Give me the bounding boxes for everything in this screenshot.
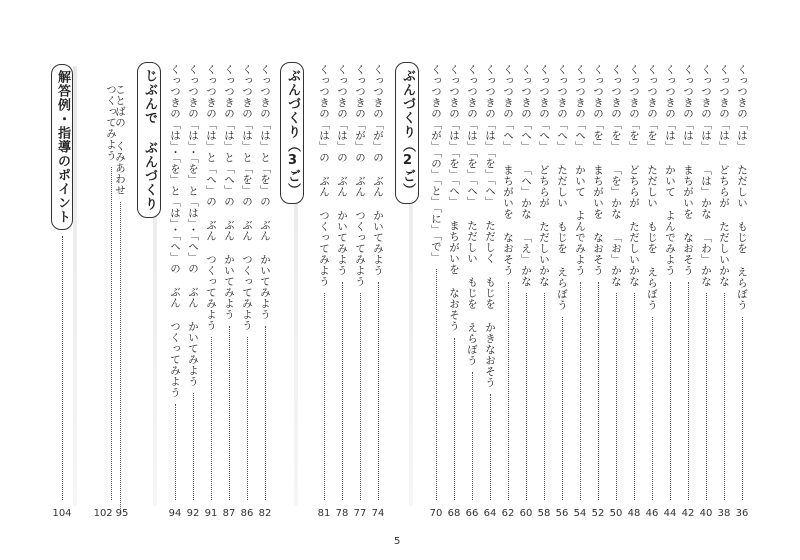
entry-title: くっつきの「は」 まちがいを なおそう: [682, 64, 694, 276]
entry-page-numbers: [682, 508, 695, 519]
page-number: 48: [627, 508, 641, 519]
toc-entry[interactable]: [697, 64, 715, 519]
section-heading-3go: [280, 62, 304, 204]
toc-entry-answers[interactable]: [52, 64, 72, 519]
entry-page-numbers: [466, 508, 479, 519]
toc-entry[interactable]: [661, 64, 679, 519]
dot-leader: [111, 167, 112, 500]
dot-leader: [724, 293, 725, 500]
entry-page-numbers: [574, 508, 587, 519]
toc-entry[interactable]: [93, 84, 129, 519]
toc-entry[interactable]: [553, 64, 571, 519]
page-number: 78: [335, 508, 349, 519]
toc-entry[interactable]: [166, 64, 184, 519]
page-number: 46: [645, 508, 659, 519]
entry-page-numbers: [502, 508, 515, 519]
toc-entry[interactable]: [333, 64, 351, 519]
entry-title: くっつきの「へ」 かいて よんでみよう: [574, 64, 586, 276]
section-heading-label: ぶんづくり（3ご）: [280, 62, 304, 204]
page-number: 38: [717, 508, 731, 519]
page-number: 66: [465, 508, 479, 519]
dot-leader: [211, 337, 212, 500]
toc-entry[interactable]: [256, 64, 274, 519]
section-heading-label: 解答例・指導のポイント: [51, 64, 73, 230]
page-number: 64: [483, 508, 497, 519]
dot-leader: [360, 293, 361, 500]
dot-leader: [229, 326, 230, 500]
page-number: 94: [168, 508, 182, 519]
toc-entry[interactable]: [220, 64, 238, 519]
entry-title: くっつきの「を」 どちらが ただしいかな: [628, 64, 640, 287]
toc-entry[interactable]: [463, 64, 481, 519]
toc-entry[interactable]: [535, 64, 553, 519]
page-number: 91: [204, 508, 218, 519]
entry-page-numbers: [336, 508, 349, 519]
entry-title: くっつきの「へ」 どちらが ただしいかな: [538, 64, 550, 287]
entry-title: くっつきの「へ」 ただしい もじを えらぼう: [556, 64, 568, 311]
toc-entry[interactable]: [679, 64, 697, 519]
entry-title: ことばの くみあわせ: [114, 84, 126, 196]
page-number: 87: [222, 508, 236, 519]
dot-leader: [508, 282, 509, 500]
entry-page-numbers: [94, 508, 129, 519]
entry-title: くっつきの「を」 ただしい もじを えらぼう: [646, 64, 658, 311]
entry-page-numbers: [372, 508, 385, 519]
page-number: 86: [240, 508, 254, 519]
entry-title: くっつきの「は」 どちらが ただしいかな: [718, 64, 730, 287]
dot-leader: [616, 293, 617, 500]
dot-leader: [490, 394, 491, 500]
entry-title: くっつきの「は」と「を」の ぶん つくってみよう: [241, 64, 253, 331]
toc-entry[interactable]: [625, 64, 643, 519]
dot-leader: [324, 293, 325, 500]
page-number-footer: 5: [394, 536, 401, 547]
section-heading-label: ぶんづくり（2ご）: [395, 62, 419, 204]
dot-leader: [342, 282, 343, 500]
entry-title: くっつきの「へ」 まちがいを なおそう: [502, 64, 514, 276]
entry-title: くっつきの「へ」 「へ」かな 「え」かな: [520, 64, 532, 287]
entry-page-numbers: [664, 508, 677, 519]
toc-entry[interactable]: [499, 64, 517, 519]
entry-page-numbers: [646, 508, 659, 519]
page-number: 92: [186, 508, 200, 519]
page-number: 70: [429, 508, 443, 519]
section-rule: [73, 66, 77, 506]
dot-leader: [742, 317, 743, 501]
page-number: 54: [573, 508, 587, 519]
entry-page-numbers: [259, 508, 272, 519]
entry-page-numbers: [354, 508, 367, 519]
entry-title: つくってみよう: [105, 84, 117, 161]
dot-leader: [62, 236, 63, 500]
section-heading-2go: [395, 62, 419, 204]
entry-title: くっつきの「は」 かいて よんでみよう: [664, 64, 676, 276]
page-number: 40: [699, 508, 713, 519]
entry-page-numbers: [520, 508, 533, 519]
page-number: 81: [317, 508, 331, 519]
entry-page-numbers: [205, 508, 218, 519]
page-number: 77: [353, 508, 367, 519]
entry-title: くっつきの「は」・「を」と「は」・「へ」の ぶん かいてみよう: [187, 64, 199, 387]
toc-entry[interactable]: [733, 64, 751, 519]
toc-entry[interactable]: [607, 64, 625, 519]
page-number: 60: [519, 508, 533, 519]
dot-leader: [472, 372, 473, 500]
entry-title: くっつきの「が」「の」「と」「に」「で」: [430, 64, 442, 263]
page-number: 74: [371, 508, 385, 519]
toc-entry[interactable]: [643, 64, 661, 519]
page-number: 52: [591, 508, 605, 519]
page-number: 50: [609, 508, 623, 519]
entry-title: くっつきの「は」「を」「へ」 ただしい もじを えらぼう: [466, 64, 478, 366]
page-number: 56: [555, 508, 569, 519]
entry-page-numbers: [628, 508, 641, 519]
dot-leader: [247, 337, 248, 500]
toc-entry[interactable]: [315, 64, 333, 519]
dot-leader: [670, 282, 671, 500]
entry-title: くっつきの「は」・「を」と「は」・「へ」の ぶん つくってみよう: [169, 64, 181, 398]
dot-leader: [378, 282, 379, 500]
toc-entry[interactable]: [427, 64, 445, 519]
entry-page-numbers: [169, 508, 182, 519]
entry-title: くっつきの「は」と「を」の ぶん かいてみよう: [259, 64, 271, 320]
dot-leader: [634, 293, 635, 500]
page-number: 44: [663, 508, 677, 519]
entry-title: くっつきの「を」 まちがいを なおそう: [592, 64, 604, 276]
entry-page-numbers: [484, 508, 497, 519]
entry-title: くっつきの「は」の ぶん かいてみよう: [336, 64, 348, 276]
entry-page-numbers: [52, 508, 71, 519]
dot-leader: [454, 338, 455, 501]
entry-page-numbers: [718, 508, 731, 519]
entry-page-numbers: [736, 508, 749, 519]
dot-leader: [436, 269, 437, 500]
toc-entry[interactable]: [481, 64, 499, 519]
page-number: 62: [501, 508, 515, 519]
page-number: 82: [258, 508, 272, 519]
toc-entry[interactable]: [351, 64, 369, 519]
entry-title: くっつきの「は」「を」「へ」 まちがいを なおそう: [448, 64, 460, 332]
toc-entry[interactable]: [445, 64, 463, 519]
toc-entry[interactable]: [589, 64, 607, 519]
entry-title: くっつきの「は」と「へ」の ぶん かいてみよう: [223, 64, 235, 320]
dot-leader: [706, 293, 707, 500]
section-heading-label: じぶんで ぶんづくり: [137, 62, 161, 218]
entry-title: くっつきの「は」「を」「へ」 ただしく もじを かきなおそう: [484, 64, 496, 388]
dot-leader: [598, 282, 599, 500]
toc-entry[interactable]: [184, 64, 202, 519]
toc-entry[interactable]: [715, 64, 733, 519]
entry-page-numbers: [610, 508, 623, 519]
section-heading-jibunde: [137, 62, 161, 218]
entry-title: くっつきの「は」と「へ」の ぶん つくってみよう: [205, 64, 217, 331]
toc-entry[interactable]: [517, 64, 535, 519]
entry-title: くっつきの「は」の ぶん つくってみよう: [318, 64, 330, 287]
entry-page-numbers: [448, 508, 461, 519]
entry-title: くっつきの「を」 「を」かな 「お」かな: [610, 64, 622, 287]
page-number: 36: [735, 508, 749, 519]
entry-page-numbers: [187, 508, 200, 519]
dot-leader: [193, 393, 194, 500]
dot-leader: [544, 293, 545, 500]
toc-entry[interactable]: [238, 64, 256, 519]
toc-entry[interactable]: [571, 64, 589, 519]
entry-page-numbers: [430, 508, 443, 519]
entry-page-numbers: [700, 508, 713, 519]
dot-leader: [688, 282, 689, 500]
dot-leader: [562, 317, 563, 501]
entry-page-numbers: [318, 508, 331, 519]
page-number: 58: [537, 508, 551, 519]
toc-entry[interactable]: [202, 64, 220, 519]
entry-title: くっつきの「が」の ぶん かいてみよう: [372, 64, 384, 276]
entry-page-numbers: [241, 508, 254, 519]
dot-leader: [652, 317, 653, 501]
entry-page-numbers: [592, 508, 605, 519]
page-number: 104: [52, 508, 72, 519]
entry-page-numbers: [556, 508, 569, 519]
page-number: 102: [93, 508, 113, 519]
page-number: 68: [447, 508, 461, 519]
page-number: 42: [681, 508, 695, 519]
dot-leader: [526, 293, 527, 500]
entry-page-numbers: [223, 508, 236, 519]
entry-title: くっつきの「は」 ただしい もじを えらぼう: [736, 64, 748, 311]
entry-page-numbers: [538, 508, 551, 519]
dot-leader: [175, 404, 176, 500]
entry-title: くっつきの「は」 「は」かな 「わ」かな: [700, 64, 712, 287]
entry-title: くっつきの「が」の ぶん つくってみよう: [354, 64, 366, 287]
toc-entry[interactable]: [369, 64, 387, 519]
page-number: 95: [115, 508, 129, 519]
dot-leader: [580, 282, 581, 500]
dot-leader: [265, 326, 266, 500]
